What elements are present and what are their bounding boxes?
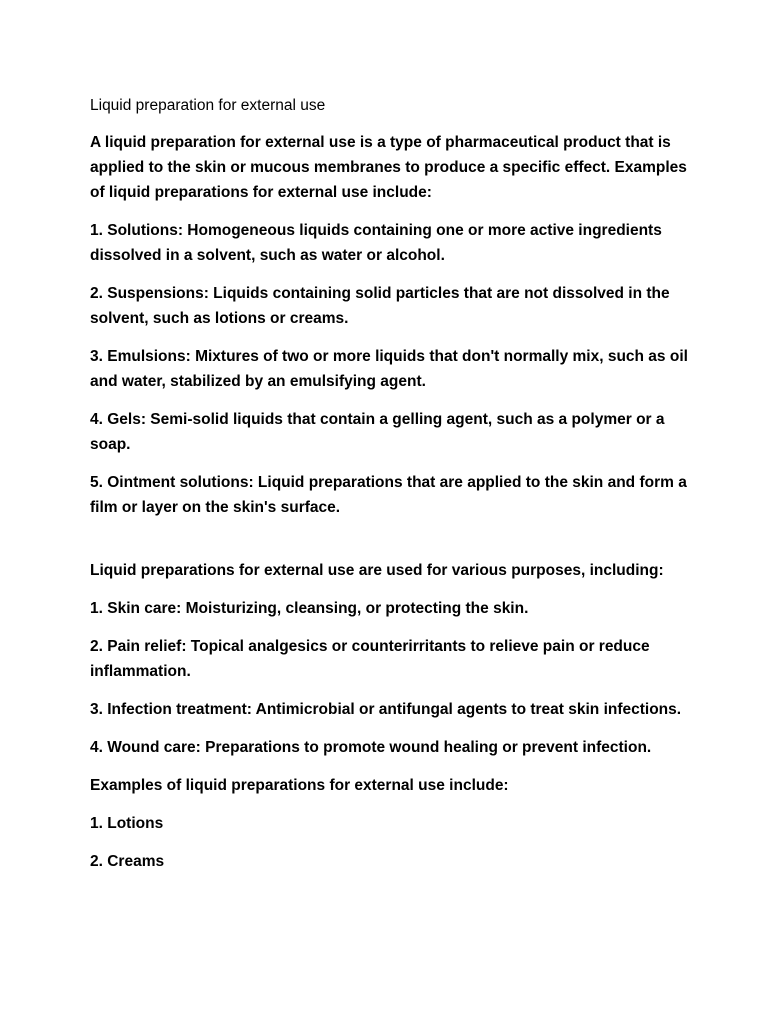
list-item: 1. Skin care: Moisturizing, cleansing, or protecting the skin. [90,600,529,617]
list-item: 3. Infection treatment: Antimicrobial or antifungal agents to treat skin infections. [90,701,682,718]
list-item: 2. Suspensions: Liquids containing solid particles that are not dissolved in the solvent, such as lotions or creams. [90,285,670,327]
purposes-intro: Liquid preparations for external use are used for various purposes, including: [90,562,664,579]
list-item: 1. Solutions: Homogeneous liquids containing one or more active ingredients dissolved in a solvent, such as water or alcohol. [90,222,662,264]
list-item: 5. Ointment solutions: Liquid preparations that are applied to the skin and form a film or layer on the skin's surface. [90,474,687,516]
list-item: 4. Wound care: Preparations to promote wound healing or prevent infection. [90,739,652,756]
blank-line [90,533,690,558]
list-item: 3. Emulsions: Mixtures of two or more liquids that don't normally mix, such as oil and water, stabilized by an emulsifying agent. [90,348,688,390]
document-body [90,93,690,887]
list-item: 4. Gels: Semi-solid liquids that contain a gelling agent, such as a polymer or a soap. [90,411,665,453]
list-item: 2. Creams [90,853,165,870]
intro-paragraph: A liquid preparation for external use is a type of pharmaceutical product that is applied to the skin or mucous membranes to produce a specific effect. Examples of liquid preparations for external use include: [90,134,687,201]
examples-intro: Examples of liquid preparations for external use include: [90,777,509,794]
list-item: 2. Pain relief: Topical analgesics or counterirritants to relieve pain or reduce inflammation. [90,638,650,680]
list-item: 1. Lotions [90,815,164,832]
document-title: Liquid preparation for external use [90,97,326,114]
